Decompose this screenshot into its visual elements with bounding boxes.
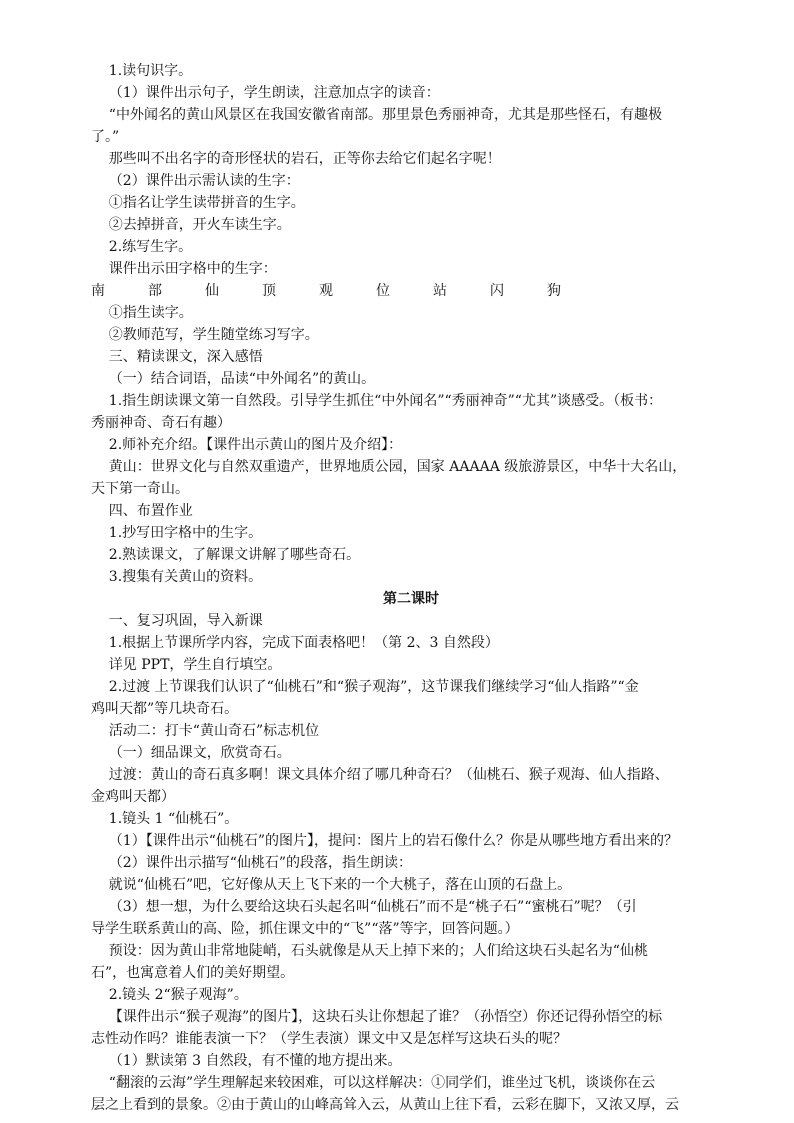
text-line: 过渡：黄山的奇石真多啊！课文具体介绍了哪几种奇石？（仙桃石、猴子观海、仙人指路、 bbox=[91, 767, 669, 783]
text-line: 详见 PPT，学生自行填空。 bbox=[91, 657, 282, 673]
character-row bbox=[91, 280, 561, 302]
text-line: 【课件出示“猴子观海”的图片】，这块石头让你想起了谁？（孙悟空）你还记得孙悟空的标 bbox=[91, 1009, 663, 1025]
text-line: （1）课件出示句子，学生朗读，注意加点字的读音： bbox=[91, 85, 440, 101]
text-line: 预设：因为黄山非常地陡峭，石头就像是从天上掉下来的；人们给这块石头起名为“仙桃 bbox=[91, 943, 648, 959]
text-line: 导学生联系黄山的高、险，抓住课文中的“飞”“落”等字，回答问题。） bbox=[91, 921, 519, 937]
text-line: 秀丽神奇、奇石有趣） bbox=[91, 415, 231, 431]
text-line: 层之上看到的景象。②由于黄山的山峰高耸入云，从黄山上往下看，云彩在脚下，又浓又厚，云 bbox=[91, 1097, 679, 1113]
text-line: ①指名让学生读带拼音的生字。 bbox=[91, 195, 305, 211]
text-line: （2）课件出示描写“仙桃石”的段落，指生朗读： bbox=[91, 855, 413, 871]
text-line: 2.过渡 上节课我们认识了“仙桃石”和“猴子观海”，这节课我们继续学习“仙人指路”“金 bbox=[91, 679, 639, 695]
text-line: 天下第一奇山。 bbox=[91, 481, 189, 497]
text-line: 活动二：打卡“黄山奇石”标志机位 bbox=[91, 723, 320, 739]
text-line: （3）想一想，为什么要给这块石头起名叫“仙桃石”而不是“桃子石”“蜜桃石”呢？（引 bbox=[91, 899, 637, 915]
section-title: 第二课时 bbox=[383, 591, 439, 607]
text-line: （一）结合词语，品读“中外闻名”的黄山。 bbox=[91, 371, 376, 387]
text-line: （一）细品课文，欣赏奇石。 bbox=[91, 745, 291, 761]
text-line: 志性动作吗？谁能表演一下？（学生表演）课文中又是怎样写这块石头的呢？ bbox=[91, 1031, 567, 1047]
character-item: 闪 bbox=[490, 283, 504, 299]
text-line: 2.镜头 2“猴子观海”。 bbox=[91, 987, 248, 1003]
text-line: 石”，也寓意着人们的美好期望。 bbox=[91, 965, 295, 981]
text-line: 2.练写生字。 bbox=[91, 239, 193, 255]
text-line: 1.读句识字。 bbox=[91, 63, 193, 79]
text-line: ②去掉拼音，开火车读生字。 bbox=[91, 217, 291, 233]
text-line: 3.搜集有关黄山的资料。 bbox=[91, 569, 263, 585]
character-item: 狗 bbox=[547, 283, 561, 299]
text-line: 黄山：世界文化与自然双重遗产，世界地质公园，国家 AAAAA 级旅游景区，中华十大名山， bbox=[91, 459, 687, 475]
text-line: （2）课件出示需认读的生字： bbox=[91, 173, 300, 189]
text-line: “中外闻名的黄山风景区在我国安徽省南部。那里景色秀丽神奇，尤其是那些怪石，有趣极 bbox=[91, 107, 662, 123]
text-line: （1）默读第 3 自然段，有不懂的地方提出来。 bbox=[91, 1053, 402, 1069]
text-line: 金鸡叫天都） bbox=[91, 789, 175, 805]
text-line: 课件出示田字格中的生字： bbox=[91, 261, 277, 277]
text-line: 1.根据上节课所学内容，完成下面表格吧！（第 2、3 自然段） bbox=[91, 635, 499, 651]
text-line: 1.镜头 1 “仙桃石”。 bbox=[91, 811, 239, 827]
text-line: 2.熟读课文，了解课文讲解了哪些奇石。 bbox=[91, 547, 361, 563]
text-line: 了。” bbox=[91, 129, 120, 145]
text-line: 一、复习巩固，导入新课 bbox=[91, 613, 263, 629]
character-item: 观 bbox=[319, 283, 333, 299]
text-line: 那些叫不出名字的奇形怪状的岩石，正等你去给它们起名字呢！ bbox=[91, 151, 501, 167]
document-page bbox=[91, 60, 731, 1116]
character-item: 位 bbox=[376, 283, 390, 299]
text-line: 四、布置作业 bbox=[91, 503, 193, 519]
text-line: 就说“仙桃石”吧，它好像从天上飞下来的一个大桃子，落在山顶的石盘上。 bbox=[91, 877, 572, 893]
text-line: 1.指生朗读课文第一自然段。引导学生抓住“中外闻名”“秀丽神奇”“尤其”谈感受。（板书： bbox=[91, 393, 663, 409]
character-item: 部 bbox=[148, 283, 162, 299]
text-line: 三、精读课文，深入感悟 bbox=[91, 349, 263, 365]
character-item: 南 bbox=[91, 283, 105, 299]
text-line: “翻滚的云海”学生理解起来较困难，可以这样解决：①同学们，谁坐过飞机，谈谈你在云 bbox=[91, 1075, 656, 1091]
text-line: ②教师范写，学生随堂练习写字。 bbox=[91, 327, 319, 343]
text-line: ①指生读字。 bbox=[91, 305, 193, 321]
character-item: 仙 bbox=[205, 283, 219, 299]
text-line: 鸡叫天都”等几块奇石。 bbox=[91, 701, 239, 717]
character-item: 顶 bbox=[262, 283, 276, 299]
text-line: （1）【课件出示“仙桃石”的图片】，提问：图片上的岩石像什么？你是从哪些地方看出来的？ bbox=[91, 833, 679, 849]
text-line: 2.师补充介绍。【课件出示黄山的图片及介绍】： bbox=[91, 437, 403, 453]
text-line: 1.抄写田字格中的生字。 bbox=[91, 525, 263, 541]
character-item: 站 bbox=[433, 283, 447, 299]
